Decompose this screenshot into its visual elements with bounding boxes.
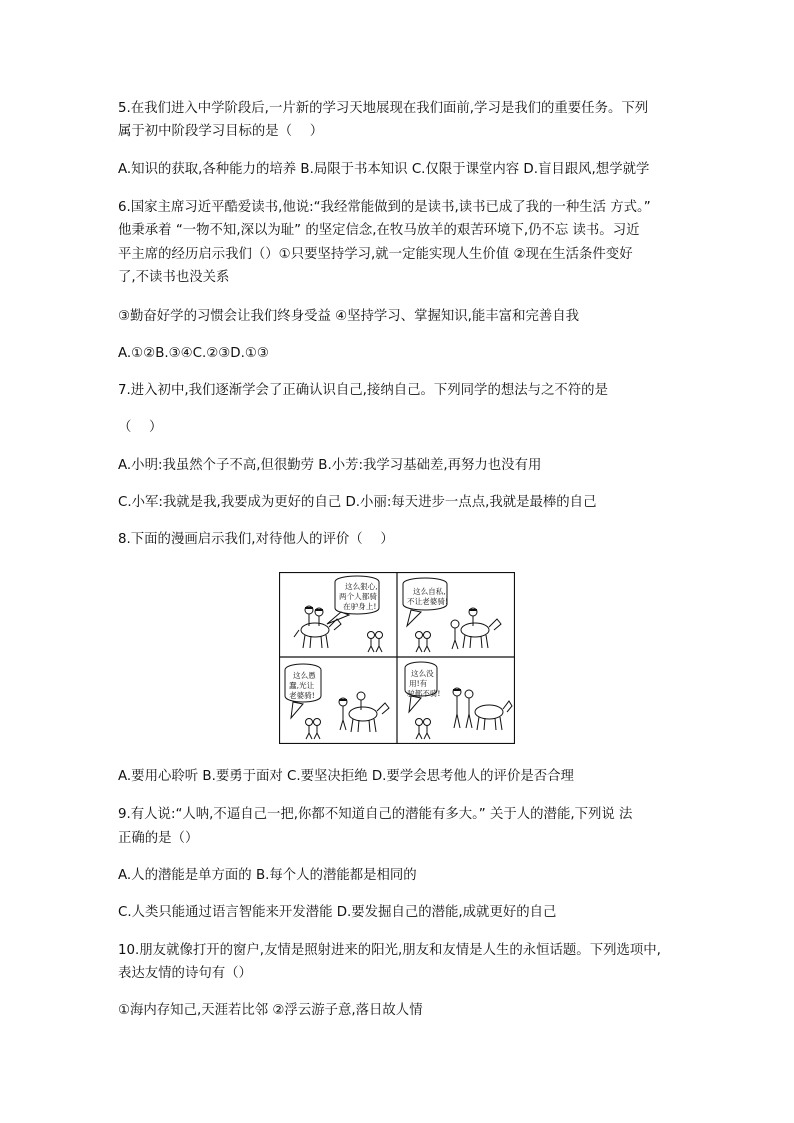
- q9-options-cd: C.人类只能通过语言智能来开发潜能 D.要发掘自己的潜能,成就更好的自己: [118, 905, 557, 920]
- panel4-line2: 用!有: [409, 679, 428, 688]
- panel2-line1: 这么自私,: [413, 587, 446, 596]
- q10-stem-line3: ①海内存知己,天涯若比邻 ②浮云游子意,落日故人情: [118, 1003, 423, 1018]
- q8-options: A.要用心聆听 B.要勇于面对 C.要坚决拒绝 D.要学会思考他人的评价是否合理: [118, 769, 574, 784]
- q10-stem-line1: 10.朋友就像打开的窗户,友情是照射进来的阳光,朋友和友情是人生的永恒话题。下列选项中,: [118, 943, 661, 958]
- q5-stem-line1: 5.在我们进入中学阶段后,一片新的学习天地展现在我们面前,学习是我们的重要任务。下列: [118, 101, 649, 116]
- q6-stem-line2: 他秉承着 “一物不知,深以为耻” 的坚定信念,在牧马放羊的艰苦环境下,仍不忘 读书。习近: [118, 223, 640, 238]
- panel2-line2: 不让老婆骑!: [407, 597, 449, 606]
- q7-stem-line1: 7.进入初中,我们逐渐学会了正确认识自己,接纳自己。下列同学的想法与之不符的是: [118, 383, 608, 398]
- panel1-line1: 这么狠心,: [345, 582, 378, 591]
- q6-stem-line1: 6.国家主席习近平酷爱读书,他说:“我经常能做到的是读书,读书已成了我的一种生活 方式。”: [118, 200, 651, 215]
- panel1-line3: 在驴身上!: [343, 602, 377, 611]
- panel4-line1: 这么没: [411, 669, 434, 678]
- q7-stem-line2: （ ）: [118, 420, 163, 435]
- q9-stem-line2: 正确的是（）: [118, 831, 199, 846]
- panel3-line3: 老婆骑!: [289, 691, 315, 700]
- q8-stem-line1: 8.下面的漫画启示我们,对待他人的评价（ ）: [118, 532, 394, 547]
- q7-options-cd: C.小军:我就是我,我要成为更好的自己 D.小丽:每天进步一点点,我就是最棒的自己: [118, 495, 597, 510]
- q6-options: A.①②B.③④C.②③D.①③: [118, 346, 269, 361]
- panel4-line3: 驴都不骑!: [407, 689, 441, 698]
- panel1-line2: 两个人都骑: [339, 592, 377, 601]
- q9-options-ab: A.人的潜能是单方面的 B.每个人的潜能都是相同的: [118, 868, 417, 883]
- donkey-comic: [279, 572, 515, 744]
- q6-stem-line5: ③勤奋好学的习惯会让我们终身受益 ④坚持学习、掌握知识,能丰富和完善自我: [118, 309, 580, 324]
- q7-options-ab: A.小明:我虽然个子不高,但很勤劳 B.小芳:我学习基础差,再努力也没有用: [118, 458, 542, 473]
- q5-stem-line2: 属于初中阶段学习目标的是（ ）: [118, 124, 324, 139]
- q6-stem-line3: 平主席的经历启示我们（）①只要坚持学习,就一定能实现人生价值 ②现在生活条件变好: [118, 247, 633, 262]
- q5-options: A.知识的获取,各种能力的培养 B.局限于书本知识 C.仅限于课堂内容 D.盲目跟风,想学就学: [118, 162, 650, 177]
- q6-stem-line4: 了,不读书也没关系: [118, 270, 230, 285]
- panel3-line2: 蠢,光让: [289, 681, 315, 690]
- q10-stem-line2: 表达友情的诗句有（）: [118, 966, 252, 981]
- panel3-line1: 这么愚: [293, 671, 316, 680]
- q9-stem-line1: 9.有人说:“人呐,不逼自己一把,你都不知道自己的潜能有多大。” 关于人的潜能,下列说 法: [118, 807, 633, 822]
